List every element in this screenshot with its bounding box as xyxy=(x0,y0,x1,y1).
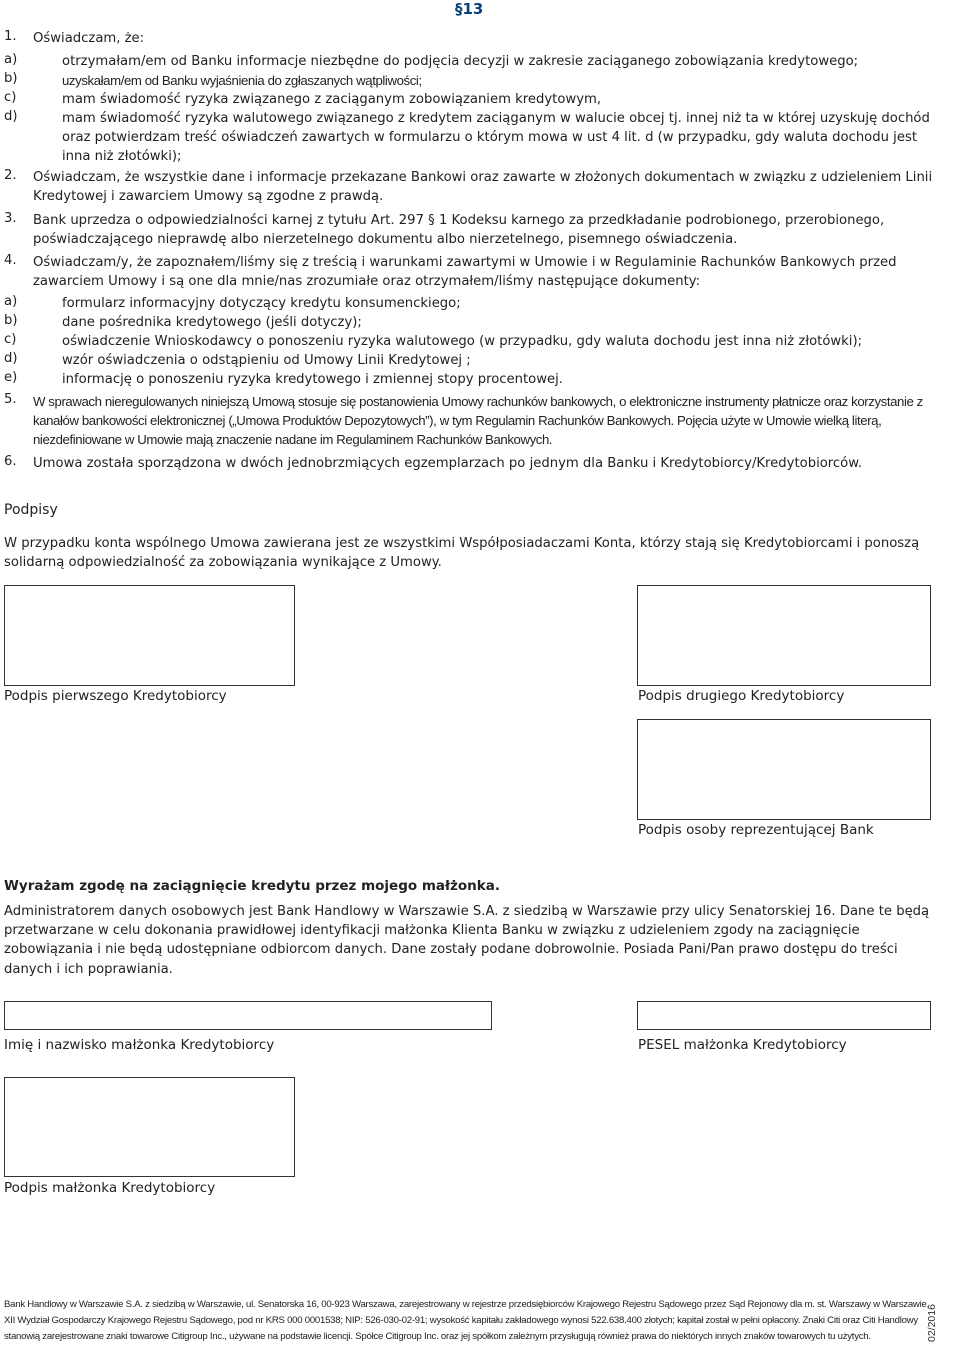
subitem-label: b) xyxy=(4,313,18,328)
spouse-pesel-field[interactable] xyxy=(637,1001,931,1030)
signatures-intro: W przypadku konta wspólnego Umowa zawierana jest ze wszystkimi Współposiadaczami Konta, którzy stają się Kredytobiorcami i ponoszą solidarną odpowiedzialność za zobowiązania wynikające z Umowy. xyxy=(4,536,920,571)
item-number: 4. xyxy=(4,253,17,268)
spouse-signature-label: Podpis małżonka Kredytobiorcy xyxy=(4,1180,216,1196)
item-5 xyxy=(0,392,960,452)
item-3 xyxy=(0,211,960,251)
first-borrower-signature-label: Podpis pierwszego Kredytobiorcy xyxy=(4,688,227,704)
item-number: 6. xyxy=(4,454,17,469)
subitem-label: b) xyxy=(4,71,18,86)
item-number: 5. xyxy=(4,392,17,407)
item-4 xyxy=(0,253,960,293)
subitem-text: mam świadomość ryzyka związanego z zaciąganym zobowiązaniem kredytowym, xyxy=(62,92,602,107)
subitem-4b xyxy=(0,313,960,333)
bank-representative-signature-label: Podpis osoby reprezentującej Bank xyxy=(638,822,874,838)
subitem-1b xyxy=(0,71,960,91)
footer-legal-line-3: stanowią zarejestrowane znaki towarowe Citigroup Inc., używane na podstawie licencji. Spółce Citigroup Inc. oraz jej spółkom zależnym przysługują również prawa do niektórych innych znaków towarowych tu użytych. xyxy=(4,1331,871,1342)
item-text: Oświadczam, że: xyxy=(33,31,145,46)
spouse-consent-heading: Wyrażam zgodę na zaciągnięcie kredytu przez mojego małżonka. xyxy=(4,878,500,894)
item-1 xyxy=(0,29,960,49)
subitem-label: e) xyxy=(4,370,18,385)
item-number: 2. xyxy=(4,168,17,183)
subitem-4c xyxy=(0,332,960,352)
spouse-pesel-label: PESEL małżonka Kredytobiorcy xyxy=(638,1037,847,1053)
item-number: 3. xyxy=(4,211,17,226)
second-borrower-signature-box[interactable] xyxy=(637,585,931,686)
subitem-4e xyxy=(0,370,960,390)
subitem-text: mam świadomość ryzyka walutowego związanego z kredytem zaciąganym w walucie obcej tj. innej niż ta w której uzyskuję dochód oraz potwierdzam treść oświadczeń zawartych w formularzu o którym mowa w ust 4 lit. d (w przypadku, gdy waluta dochodu jest inna niż złotówki); xyxy=(62,111,930,165)
item-text: Oświadczam, że wszystkie dane i informacje przekazane Bankowi oraz zawarte w złożonych dokumentach w związku z udzieleniem Linii Kredytowej i zawarciem Umowy są zgodne z prawdą. xyxy=(33,170,933,205)
subitem-text: wzór oświadczenia o odstąpieniu od Umowy Linii Kredytowej ; xyxy=(62,353,471,368)
first-borrower-signature-box[interactable] xyxy=(4,585,295,686)
bank-representative-signature-box[interactable] xyxy=(637,719,931,820)
footer-legal-line-2: XII Wydział Gospodarczy Krajowego Rejestru Sądowego, pod nr KRS 000 0001538; NIP: 526-030-02-91; wysokość kapitału zakładowego wynosi 522.638.400 złotych; kapitał został w pełni opłacony. Znaki Citi oraz Citi Handlowy xyxy=(4,1315,918,1326)
subitem-label: c) xyxy=(4,332,17,347)
subitem-text: otrzymałam/em od Banku informacje niezbędne do podjęcia decyzji w zakresie zaciąganego zobowiązania kredytowego; xyxy=(62,54,859,69)
subitem-text: informację o ponoszeniu ryzyka kredytowego i zmiennej stopy procentowej. xyxy=(62,372,563,387)
item-6 xyxy=(0,454,960,474)
subitem-text: uzyskałam/em od Banku wyjaśnienia do zgłaszanych wątpliwości; xyxy=(62,73,422,88)
document-edition: 02/2016 xyxy=(926,1304,938,1342)
spouse-signature-box[interactable] xyxy=(4,1077,295,1177)
spouse-name-label: Imię i nazwisko małżonka Kredytobiorcy xyxy=(4,1037,275,1053)
second-borrower-signature-label: Podpis drugiego Kredytobiorcy xyxy=(638,688,845,704)
subitem-1a xyxy=(0,52,960,72)
subitem-text: oświadczenie Wnioskodawcy o ponoszeniu ryzyka walutowego (w przypadku, gdy waluta dochodu jest inna niż złotówki); xyxy=(62,334,863,349)
item-text: Bank uprzedza o odpowiedzialności karnej z tytułu Art. 297 § 1 Kodeksu karnego za przedkładanie podrobionego, przerobionego, poświadczającego nieprawdę albo nierzetelnego dokumentu albo nierzetelnego, pisemnego oświadczenia. xyxy=(33,213,885,248)
subitem-4a xyxy=(0,294,960,314)
signatures-heading: Podpisy xyxy=(4,502,58,518)
item-text: Oświadczam/y, że zapoznałem/liśmy się z treścią i warunkami zawartymi w Umowie i w Regulaminie Rachunków Bankowych przed zawarciem Umowy i są one dla mnie/nas zrozumiałe oraz otrzymałem/liśmy następujące dokumenty: xyxy=(33,255,897,290)
footer-legal-line-1: Bank Handlowy w Warszawie S.A. z siedzibą w Warszawie, ul. Senatorska 16, 00-923 Warszawa, zarejestrowany w rejestrze przedsiębiorców Krajowego Rejestru Sądowego przez Sąd Rejonowy dla m. st. Warszawy w Warszawie, xyxy=(4,1299,929,1310)
subitem-1d xyxy=(0,109,960,169)
subitem-text: formularz informacyjny dotyczący kredytu konsumenckiego; xyxy=(62,296,461,311)
subitem-4d xyxy=(0,351,960,371)
item-2 xyxy=(0,168,960,208)
item-number: 1. xyxy=(4,29,17,44)
subitem-label: a) xyxy=(4,294,18,309)
item-text: W sprawach nieregulowanych niniejszą Umową stosuje się postanowienia Umowy rachunków bankowych, o elektroniczne instrumenty płatnicze oraz korzystanie z kanałów bankowości elektronicznej („Umowa Produktów Depozytowych”), w tym Regulamin Rachunków Bankowych. Pojęcia użyte w Umowie wielką literą, niezdefiniowane w Umowie mają znaczenie nadane im Regulaminem Rachunków Bankowych. xyxy=(33,394,923,448)
spouse-name-field[interactable] xyxy=(4,1001,492,1030)
gdpr-notice: Administratorem danych osobowych jest Bank Handlowy w Warszawie S.A. z siedzibą w Warszawie przy ulicy Senatorskiej 16. Dane te będą przetwarzane w celu dokonania prawidłowej identyfikacji małżonka Klienta Banku w związku z udzieleniem zgody na zaciągnięcie zobowiązania i nie będą udostępniane odbiorcom danych. Dane zostały podane dobrowolnie. Posiada Pani/Pan prawo dostępu do treści danych i ich poprawiania. xyxy=(4,904,930,977)
subitem-label: d) xyxy=(4,351,18,366)
subitem-label: a) xyxy=(4,52,18,67)
subitem-label: d) xyxy=(4,109,18,124)
section-number: §13 xyxy=(455,0,484,18)
subitem-label: c) xyxy=(4,90,17,105)
subitem-1c xyxy=(0,90,960,110)
item-text: Umowa została sporządzona w dwóch jednobrzmiących egzemplarzach po jednym dla Banku i Kredytobiorcy/Kredytobiorców. xyxy=(33,456,863,471)
subitem-text: dane pośrednika kredytowego (jeśli dotyczy); xyxy=(62,315,362,330)
